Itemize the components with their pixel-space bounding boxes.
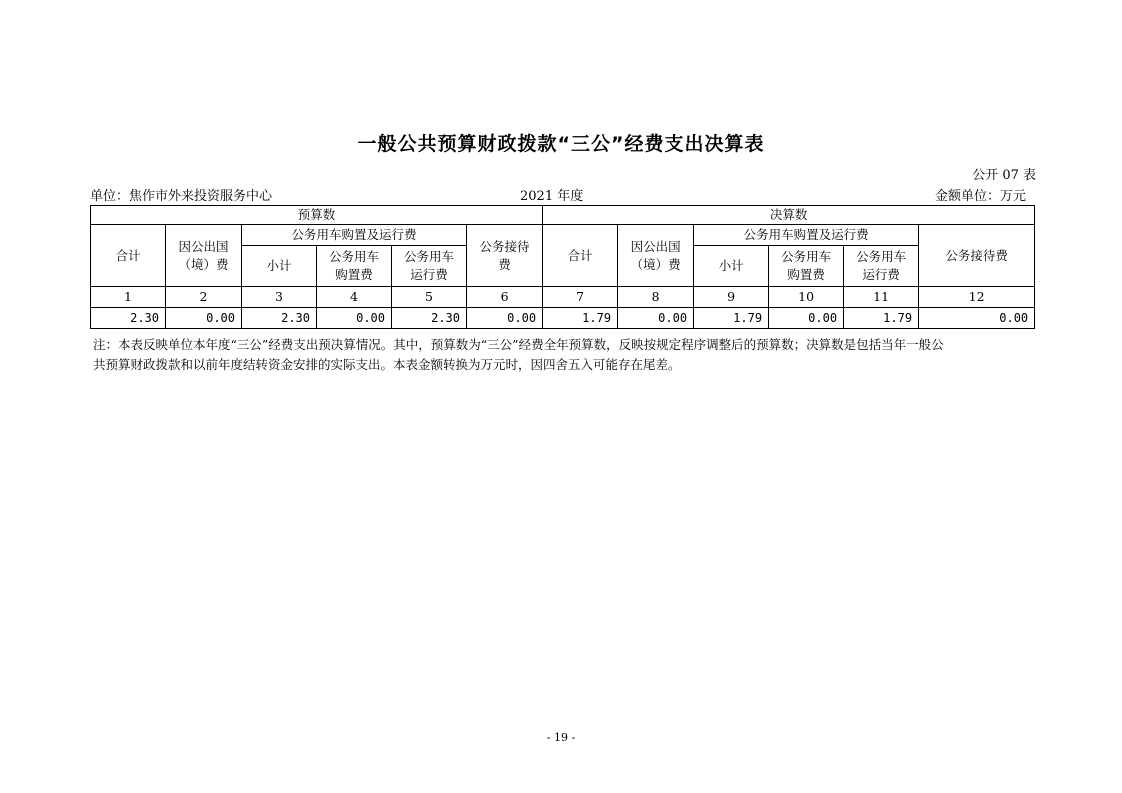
header-budget-total: 合计: [91, 225, 166, 287]
value-cell: 0.00: [166, 308, 242, 329]
header-final-abroad: 因公出国 （境）费: [618, 225, 694, 287]
header-budget-vehicle-group: 公务用车购置及运行费: [242, 225, 467, 246]
column-index: 10: [769, 287, 844, 308]
header-final-vehicle-operation: 公务用车 运行费: [844, 246, 919, 287]
column-index: 3: [242, 287, 317, 308]
header-final-vehicle-group: 公务用车购置及运行费: [694, 225, 919, 246]
value-cell: 2.30: [91, 308, 166, 329]
unit-label: 单位：焦作市外来投资服务中心: [90, 189, 273, 204]
column-index: 2: [166, 287, 242, 308]
value-cell: 0.00: [317, 308, 392, 329]
page-title: 一般公共预算财政拨款“三公”经费支出决算表: [357, 133, 765, 155]
header-budget-abroad: 因公出国 （境）费: [166, 225, 242, 287]
value-cell: 1.79: [543, 308, 618, 329]
header-budget-subtotal: 小计: [242, 246, 317, 287]
value-cell: 0.00: [467, 308, 543, 329]
column-index-row: [91, 287, 1035, 308]
column-index: 5: [392, 287, 467, 308]
column-index: 1: [91, 287, 166, 308]
header-budget-vehicle-operation: 公务用车 运行费: [392, 246, 467, 287]
note-line: 注：本表反映单位本年度“三公”经费支出预决算情况。其中，预算数为“三公”经费全年预算数，反映按规定程序调整后的预算数；决算数是包括当年一般公: [93, 337, 944, 352]
value-cell: 0.00: [769, 308, 844, 329]
header-final: 决算数: [543, 206, 1035, 225]
value-cell: 1.79: [844, 308, 919, 329]
column-index: 7: [543, 287, 618, 308]
page-number: - 19 -: [546, 731, 576, 744]
header-budget-reception: 公务接待 费: [467, 225, 543, 287]
value-cell: 2.30: [242, 308, 317, 329]
table-note: [93, 335, 1035, 375]
header-budget: 预算数: [91, 206, 543, 225]
column-index: 9: [694, 287, 769, 308]
year-label: 2021 年度: [520, 189, 584, 204]
group-header-row: [91, 206, 1035, 225]
value-cell: 0.00: [618, 308, 694, 329]
column-index: 4: [317, 287, 392, 308]
header-final-vehicle-purchase: 公务用车 购置费: [769, 246, 844, 287]
column-index: 11: [844, 287, 919, 308]
header-final-total: 合计: [543, 225, 618, 287]
form-number: 公开 07 表: [972, 168, 1036, 183]
table-meta: [90, 185, 1035, 203]
value-cell: 1.79: [694, 308, 769, 329]
three-public-expenses-table: [90, 205, 1035, 329]
value-cell: 2.30: [392, 308, 467, 329]
header-budget-vehicle-purchase: 公务用车 购置费: [317, 246, 392, 287]
column-index: 6: [467, 287, 543, 308]
header-final-reception: 公务接待费: [919, 225, 1035, 287]
column-index: 12: [919, 287, 1035, 308]
value-row: [91, 308, 1035, 329]
value-cell: 0.00: [919, 308, 1035, 329]
header-row-1: [91, 225, 1035, 246]
header-final-subtotal: 小计: [694, 246, 769, 287]
amount-unit-label: 金额单位：万元: [934, 189, 1026, 204]
note-line: 共预算财政拨款和以前年度结转资金安排的实际支出。本表金额转换为万元时，因四舍五入可能存在尾差。: [93, 357, 681, 372]
column-index: 8: [618, 287, 694, 308]
